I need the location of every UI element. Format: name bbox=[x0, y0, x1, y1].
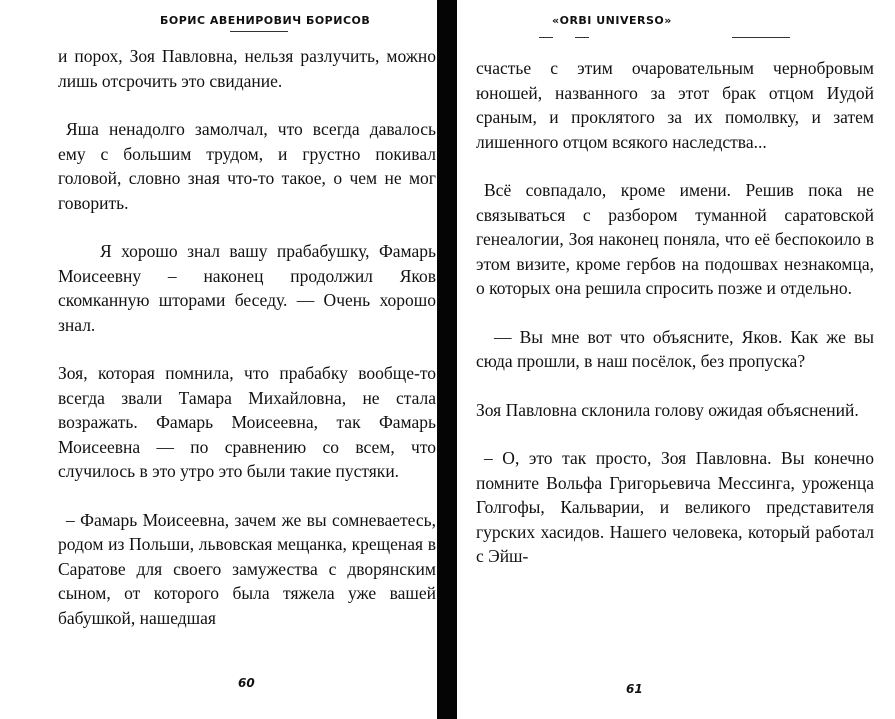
paragraph: счастье с этим очаровательным чернобровым юношей, названного за этот брак отцом Иудой сраным, и проклятого за их помолвку, и затем лишенного отцом всякого наследства... bbox=[476, 58, 874, 152]
running-head-rule bbox=[539, 37, 553, 38]
right-page-text bbox=[476, 56, 874, 569]
running-head-rule bbox=[575, 37, 589, 38]
paragraph: – О, это так просто, Зоя Павловна. Вы конечно помните Вольфа Григорьевича Мессинга, уроженца Голгофы, Кальварии, и великого представителя гурских хасидов. Нашего человека, который работал с Эйш- bbox=[476, 448, 874, 566]
running-head-author: БОРИС АВЕНИРОВИЧ БОРИСОВ bbox=[160, 14, 371, 27]
page-number: 61 bbox=[626, 682, 643, 696]
page-number: 60 bbox=[238, 676, 255, 690]
running-head-rule bbox=[230, 31, 288, 32]
paragraph: Зоя Павловна склонила голову ожидая объяснений. bbox=[476, 399, 859, 420]
left-page-text bbox=[58, 44, 436, 630]
paragraph: Зоя, которая помнила, что прабабку вообще-то всегда звали Тамара Михайловна, не стала возражать. Фамарь Моисеевна, так Фамарь Моисеевна — по сравнению со всем, что случилось в это утро это были такие пустяки. bbox=[58, 363, 436, 481]
paragraph: – Фамарь Моисеевна, зачем же вы сомневаетесь, родом из Польши, львовская мещанка, крещеная в Саратове для своего замужества с дворянским сыном, от которого была тяжела уже вашей бабушкой, нашедшая bbox=[58, 509, 436, 628]
left-page bbox=[0, 0, 437, 719]
running-head-series: «ORBI UNIVERSO» bbox=[552, 14, 672, 27]
paragraph: и порох, Зоя Павловна, нельзя разлучить, можно лишь отсрочить это свидание. bbox=[58, 46, 436, 91]
paragraph: Я хорошо знал вашу прабабушку, Фамарь Моисеевну – наконец продолжил Яков скомканную шторами беседу. — Очень хорошо знал. bbox=[58, 241, 436, 335]
paragraph: — Вы мне вот что объясните, Яков. Как же вы сюда прошли, в наш посёлок, без пропуска? bbox=[476, 326, 874, 371]
right-page bbox=[457, 0, 895, 719]
paragraph: Яша ненадолго замолчал, что всегда давалось ему с большим трудом, и грустно покивал головой, словно зная что-то такое, о чем не мог говорить. bbox=[58, 119, 436, 213]
paragraph: Всё совпадало, кроме имени. Решив пока не связываться с разбором туманной саратовской генеалогии, Зоя наконец поняла, что её беспокоило в этом визите, кроме гербов на подошвах незнакомца, о которых она решила спросить позже и отдельно. bbox=[476, 180, 874, 298]
running-head-rule bbox=[732, 37, 790, 38]
book-gutter bbox=[437, 0, 457, 719]
